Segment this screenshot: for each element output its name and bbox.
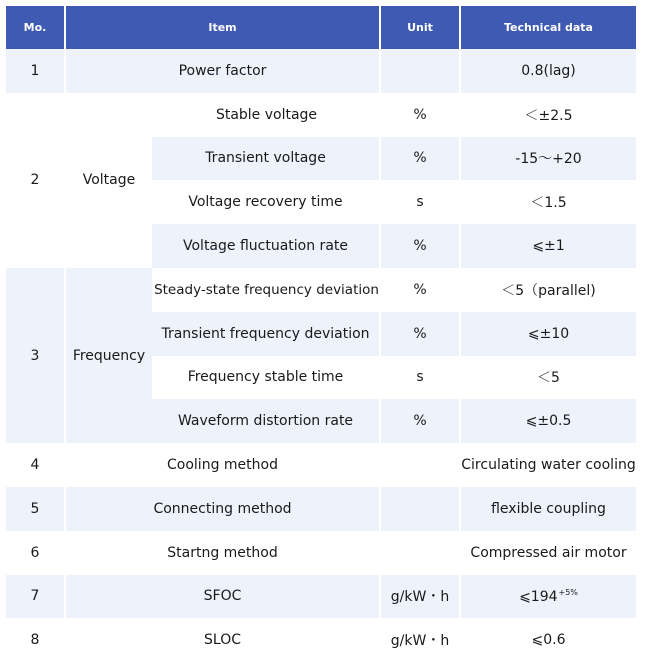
- row-unit: %: [379, 312, 459, 356]
- row-no: 4: [30, 457, 40, 474]
- table-row: [6, 268, 636, 312]
- row-tech: ＜5（parallel): [459, 268, 636, 312]
- row-item: Power factor: [64, 49, 379, 93]
- row-no: 5: [6, 487, 64, 531]
- table-row: [6, 93, 636, 137]
- row-item: Waveform distortion rate: [152, 399, 379, 443]
- row-unit: [379, 531, 459, 575]
- table-row: [6, 575, 636, 619]
- row-item: Connecting method: [64, 487, 379, 531]
- row-tech: -15～+20: [459, 137, 636, 181]
- row-item: Startng method: [64, 531, 379, 575]
- table-row: [6, 531, 636, 575]
- row-tech: ⩽±10: [459, 312, 636, 356]
- row-tech: ⩽194: [519, 588, 558, 605]
- row-unit: [379, 443, 459, 487]
- header-technical-data: Technical data: [459, 6, 636, 49]
- table-row: [6, 487, 636, 531]
- spec-table-container: [6, 6, 636, 662]
- header-no: Mo.: [6, 6, 64, 49]
- row-tech: ⩽±0.5: [459, 399, 636, 443]
- row-tech: ⩽0.6: [459, 618, 636, 662]
- row-tech: ＜1.5: [459, 180, 636, 224]
- row-unit: %: [379, 399, 459, 443]
- row-no: 7: [6, 575, 64, 619]
- row-group: Frequency: [64, 268, 152, 443]
- row-unit: s: [379, 180, 459, 224]
- table-row: [6, 49, 636, 93]
- row-no: 6: [30, 544, 40, 561]
- row-group: Voltage: [64, 93, 152, 268]
- row-no: 3: [6, 268, 64, 443]
- row-item: SFOC: [64, 575, 379, 619]
- row-tech-superscript: +5%: [558, 587, 578, 597]
- row-no: 2: [6, 93, 64, 268]
- row-unit: g/kW・h: [379, 575, 459, 619]
- row-tech: Circulating water cooling: [459, 443, 636, 487]
- row-tech: 0.8(lag): [459, 49, 636, 93]
- row-tech: ＜±2.5: [459, 93, 636, 137]
- row-item: Transient frequency deviation: [152, 312, 379, 356]
- table-row: [6, 443, 636, 487]
- row-item: SLOC: [64, 618, 379, 662]
- row-tech: Compressed air motor: [459, 531, 636, 575]
- row-item: Steady-state frequency deviation: [152, 268, 379, 312]
- table-header-row: [6, 6, 636, 49]
- row-item: Voltage recovery time: [188, 194, 343, 211]
- row-item: Voltage fluctuation rate: [152, 224, 379, 268]
- row-unit: %: [379, 137, 459, 181]
- row-tech: ⩽±1: [459, 224, 636, 268]
- table-row: [6, 618, 636, 662]
- row-tech-cell: [459, 575, 636, 619]
- header-unit: Unit: [379, 6, 459, 49]
- row-no: 1: [6, 49, 64, 93]
- row-item: Frequency stable time: [187, 369, 344, 386]
- row-unit: [379, 49, 459, 93]
- header-item: Item: [64, 6, 379, 49]
- row-unit: %: [379, 224, 459, 268]
- row-no: 8: [30, 632, 40, 649]
- row-tech: ＜5: [459, 356, 636, 400]
- technical-spec-table: [6, 6, 636, 662]
- row-unit: s: [379, 356, 459, 400]
- row-tech: flexible coupling: [459, 487, 636, 531]
- row-unit: [379, 487, 459, 531]
- row-unit: %: [379, 93, 459, 137]
- row-item: Stable voltage: [152, 93, 379, 137]
- row-unit: g/kW・h: [379, 618, 459, 662]
- row-item: Transient voltage: [152, 137, 379, 181]
- row-unit: %: [379, 268, 459, 312]
- row-item: Cooling method: [64, 443, 379, 487]
